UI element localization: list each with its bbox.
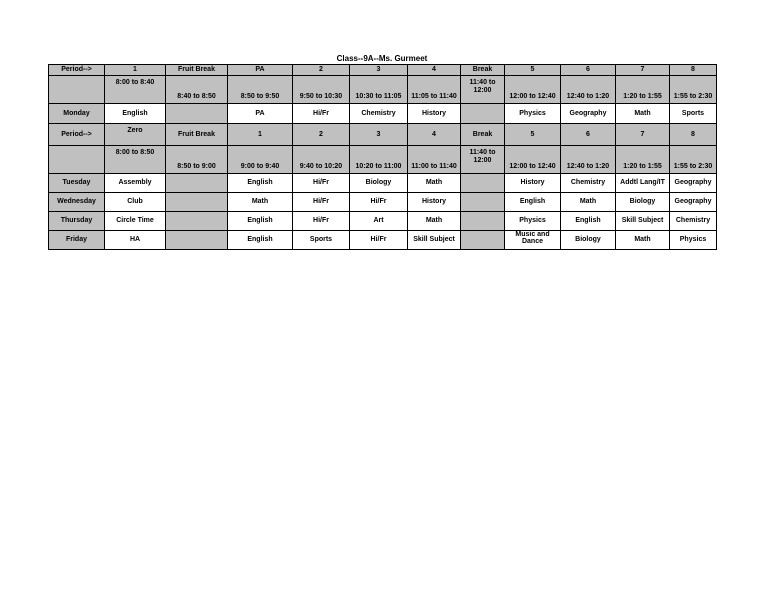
time-label xyxy=(49,146,105,174)
subject-cell: Hi/Fr xyxy=(293,212,350,231)
period-number: 8 xyxy=(670,124,717,146)
subject-cell: Chemistry xyxy=(561,174,616,193)
period-number: 7 xyxy=(616,124,670,146)
time-slot: 8:50 to 9:50 xyxy=(228,76,293,104)
subject-cell: Club xyxy=(105,193,166,212)
period-number: 1 xyxy=(228,124,293,146)
period-number: 6 xyxy=(561,124,616,146)
period-number: 2 xyxy=(293,124,350,146)
day-row-friday xyxy=(49,231,717,250)
time-slot: 9:00 to 9:40 xyxy=(228,146,293,174)
time-slot: 8:00 to 8:40 xyxy=(105,76,166,104)
time-slot: 9:50 to 10:30 xyxy=(293,76,350,104)
subject-cell: History xyxy=(408,193,461,212)
time-slot: 12:00 to 12:40 xyxy=(505,146,561,174)
period-number: 8 xyxy=(670,65,717,76)
time-slot: 11:05 to 11:40 xyxy=(408,76,461,104)
subject-cell: Math xyxy=(561,193,616,212)
period-break: Break xyxy=(461,124,505,146)
subject-cell: Math xyxy=(616,231,670,250)
subject-cell: Biology xyxy=(350,174,408,193)
fruit-break-cell xyxy=(166,231,228,250)
subject-cell: Chemistry xyxy=(350,104,408,124)
day-label: Monday xyxy=(49,104,105,124)
subject-cell: Sports xyxy=(670,104,717,124)
period-number: 7 xyxy=(616,65,670,76)
subject-cell: Hi/Fr xyxy=(293,174,350,193)
subject-cell: English xyxy=(105,104,166,124)
time-slot: 1:20 to 1:55 xyxy=(616,76,670,104)
subject-cell: Physics xyxy=(505,104,561,124)
subject-cell: English xyxy=(228,231,293,250)
subject-cell: PA xyxy=(228,104,293,124)
period-number: 6 xyxy=(561,65,616,76)
day-label: Friday xyxy=(49,231,105,250)
period-label: Period--> xyxy=(49,124,105,146)
day-row-monday xyxy=(49,104,717,124)
period-number: 5 xyxy=(505,65,561,76)
fruit-break-cell xyxy=(166,212,228,231)
time-slot: 8:40 to 8:50 xyxy=(166,76,228,104)
time-row xyxy=(49,146,717,174)
subject-cell: Math xyxy=(616,104,670,124)
time-slot: 12:40 to 1:20 xyxy=(561,76,616,104)
time-slot: 11:00 to 11:40 xyxy=(408,146,461,174)
time-slot: 10:30 to 11:05 xyxy=(350,76,408,104)
time-row xyxy=(49,76,717,104)
time-slot: 12:40 to 1:20 xyxy=(561,146,616,174)
day-row-tuesday xyxy=(49,174,717,193)
fruit-break-cell xyxy=(166,104,228,124)
subject-cell: Physics xyxy=(670,231,717,250)
break-cell xyxy=(461,104,505,124)
time-slot: 8:00 to 8:50 xyxy=(105,146,166,174)
fruit-break-cell xyxy=(166,174,228,193)
day-label: Tuesday xyxy=(49,174,105,193)
day-label: Wednesday xyxy=(49,193,105,212)
period-label: Period--> xyxy=(49,65,105,76)
day-row-thursday xyxy=(49,212,717,231)
subject-cell: Math xyxy=(408,174,461,193)
period-break: Break xyxy=(461,65,505,76)
period-number: 3 xyxy=(350,65,408,76)
time-slot: 8:50 to 9:00 xyxy=(166,146,228,174)
time-slot: 1:20 to 1:55 xyxy=(616,146,670,174)
subject-cell: Music and Dance xyxy=(505,231,561,250)
subject-cell: Biology xyxy=(616,193,670,212)
break-cell xyxy=(461,174,505,193)
subject-cell: Hi/Fr xyxy=(350,193,408,212)
subject-cell: Math xyxy=(228,193,293,212)
subject-cell: Biology xyxy=(561,231,616,250)
period-header-row xyxy=(49,65,717,76)
subject-cell: Addtl Lang/IT xyxy=(616,174,670,193)
subject-cell: Hi/Fr xyxy=(293,193,350,212)
subject-cell: English xyxy=(228,174,293,193)
subject-cell: Geography xyxy=(561,104,616,124)
day-row-wednesday xyxy=(49,193,717,212)
time-slot: 9:40 to 10:20 xyxy=(293,146,350,174)
subject-cell: Hi/Fr xyxy=(293,104,350,124)
period-number: 1 xyxy=(105,65,166,76)
period-number: 3 xyxy=(350,124,408,146)
subject-cell: HA xyxy=(105,231,166,250)
break-cell xyxy=(461,193,505,212)
period-pa: PA xyxy=(228,65,293,76)
time-slot: 11:40 to 12:00 xyxy=(461,76,505,104)
subject-cell: Circle Time xyxy=(105,212,166,231)
period-zero: Zero xyxy=(105,124,166,146)
timetable-title: Class--9A--Ms. Gurmeet xyxy=(336,54,428,63)
period-number: 4 xyxy=(408,65,461,76)
subject-cell: Math xyxy=(408,212,461,231)
subject-cell: Chemistry xyxy=(670,212,717,231)
subject-cell: English xyxy=(505,193,561,212)
subject-cell: Geography xyxy=(670,193,717,212)
period-fruit-break: Fruit Break xyxy=(166,65,228,76)
time-slot: 1:55 to 2:30 xyxy=(670,76,717,104)
subject-cell: Hi/Fr xyxy=(350,231,408,250)
subject-cell: Sports xyxy=(293,231,350,250)
period-number: 4 xyxy=(408,124,461,146)
time-slot: 12:00 to 12:40 xyxy=(505,76,561,104)
subject-cell: Geography xyxy=(670,174,717,193)
fruit-break-cell xyxy=(166,193,228,212)
break-cell xyxy=(461,231,505,250)
subject-cell: Skill Subject xyxy=(408,231,461,250)
subject-cell: History xyxy=(505,174,561,193)
period-number: 5 xyxy=(505,124,561,146)
subject-cell: Physics xyxy=(505,212,561,231)
time-slot: 11:40 to 12:00 xyxy=(461,146,505,174)
timetable xyxy=(48,64,717,250)
subject-cell: English xyxy=(228,212,293,231)
period-number: 2 xyxy=(293,65,350,76)
subject-cell: English xyxy=(561,212,616,231)
break-cell xyxy=(461,212,505,231)
period-fruit-break: Fruit Break xyxy=(166,124,228,146)
time-slot: 1:55 to 2:30 xyxy=(670,146,717,174)
subject-cell: History xyxy=(408,104,461,124)
subject-cell: Assembly xyxy=(105,174,166,193)
time-label xyxy=(49,76,105,104)
time-slot: 10:20 to 11:00 xyxy=(350,146,408,174)
period-header-row xyxy=(49,124,717,146)
day-label: Thursday xyxy=(49,212,105,231)
subject-cell: Art xyxy=(350,212,408,231)
subject-cell: Skill Subject xyxy=(616,212,670,231)
